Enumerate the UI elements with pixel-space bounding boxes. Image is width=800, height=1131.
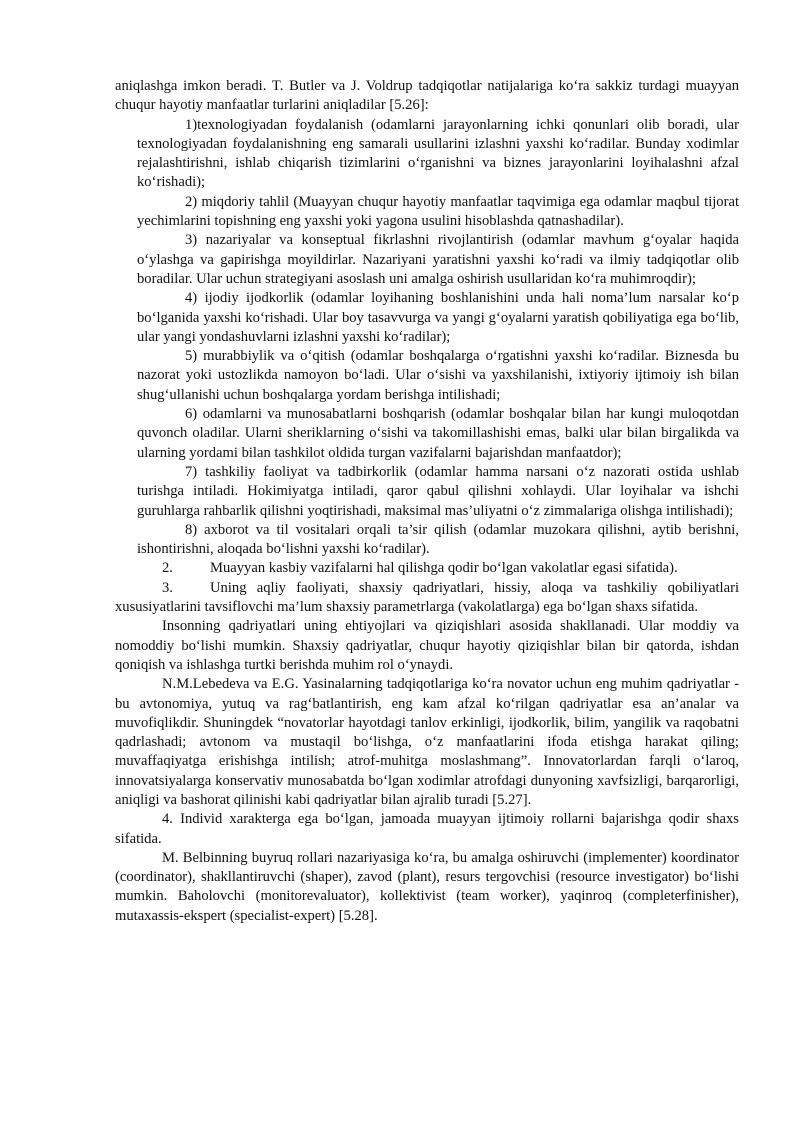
numbered-item-2-text: Muayyan kasbiy vazifalarni hal qilishga qodir bo‘lgan vakolatlar egasi sifatida). <box>210 560 678 577</box>
list-item-1: 1)texnologiyadan foydalanish (odamlarni jarayonlarning ichki qonunlari olib boradi, ular texnologiyadan foydalanishning eng samarali usullarini izlashni yaxshi ko‘radilar. Bunday xodimlar rejalashtirishni, ishlab chiqarish tizimlarini o‘rganishni va biznes jarayonlarini loyihalashni afzal ko‘rishadi); <box>137 116 739 191</box>
belbin-paragraph: M. Belbinning buyruq rollari nazariyasiga ko‘ra, bu amalga oshiruvchi (implementer) koordinator (coordinator), shakllantiruvchi (shaper), zavod (plant), resurs tergovchisi (resource investigator) bo‘lishi mumkin. Baholovchi (monitorevaluator), kollektivist (team worker), yaqinroq (completerfinisher), mutaxassis-ekspert (specialist-expert) [5.28]. <box>115 849 739 924</box>
list-item-7: 7) tashkiliy faoliyat va tadbirkorlik (odamlar hamma narsani o‘z nazorati ostida ushlab turishga intiladi. Hokimiyatga intiladi, qaror qabul qilishni xohlaydi. Ular loyihalar va ishchi guruhlarga rahbarlik qilishni yoqtirishadi, maksimal mas’uliyatni o‘z zimmalariga olishga intilishadi); <box>137 463 739 519</box>
list-item-6: 6) odamlarni va munosabatlarni boshqarish (odamlar boshqalar bilan har kungi muloqotdan quvonch oladilar. Ularni sheriklarning o‘sishi va takomillashishi emas, balki ular bilan birgalikda va ularning yordami bilan tashkilot oldida turgan vazifalarni bajarishdan manfaatdor); <box>137 406 739 461</box>
intro-paragraph: aniqlashga imkon beradi. T. Butler va J. Voldrup tadqiqotlar natijalariga ko‘ra sakkiz turdagi muayyan chuqur hayotiy manfaatlar turlarini aniqladilar [5.26]: <box>115 78 739 114</box>
numbered-item-3-text: Uning aqliy faoliyati, shaxsiy qadriyatlari, hissiy, aloqa va tashkiliy qobiliyatlari xususiyatlarini tavsiflovchi ma’lum shaxsiy parametrlarga (vakolatlarga) ega bo‘lgan shaxs sifatida. <box>115 579 739 616</box>
list-item-5: 5) murabbiylik va o‘qitish (odamlar boshqalarga o‘rgatishni yaxshi ko‘radilar. Biznesda bu nazorat yoki ustozlikda namoyon bo‘ladi. Ular o‘sishi va yaxshilanishi, ixtiyoriy ijtimoiy ish bilan shug‘ullanishi uchun boshqalarga yordam berishga intilishadi; <box>137 348 739 403</box>
numbered-item-2 <box>115 559 739 578</box>
numbered-item-2-number: 2. <box>162 560 173 577</box>
lebedeva-paragraph: N.M.Lebedeva va E.G. Yasinalarning tadqiqotlariga ko‘ra novator uchun eng muhim qadriyatlar - bu avtonomiya, yutuq va rag‘batlantirish, eng kam afzal ko‘rilgan qadriyatlar esa an’analar va muvofiqlikdir. Shuningdek “novatorlar hayotdagi tanlov erkinligi, ijodkorlik, bilim, yangilik va raqobatni qadrlashadi; avtonom va mustaqil bo‘lishga, o‘z manfaatlarini ifoda etishga harakat qiling; muvaffaqiyatga erishishga intilish; atrof-muhitga moslashmang”. Innovatorlardan farqli o‘laroq, innovatsiyalarga konservativ munosabatda bo‘lgan xodimlar atrofdagi dunyoning xavfsizligi, barqarorligi, aniqligi va bashorat qilinishi kabi qadriyatlar bilan ajralib turadi [5.27]. <box>115 676 739 808</box>
list-item-8: 8) axborot va til vositalari orqali ta’sir qilish (odamlar muzokara qilishni, aytib berishni, ishontirishni, aloqada bo‘lishni yaxshi ko‘radilar). <box>137 521 739 558</box>
numbered-item-3 <box>115 579 739 618</box>
list-item-4: 4) ijodiy ijodkorlik (odamlar loyihaning boshlanishini unda hali noma’lum narsalar ko‘p bo‘lganida yaxshi ko‘rishadi. Ular boy tasavvurga va yangi g‘oyalarni yaratish qobiliyatiga ega bo‘lib, ular yangi yondashuvlarni izlashni yaxshi ko‘radilar); <box>137 290 739 345</box>
numbered-item-4: 4. Individ xarakterga ega bo‘lgan, jamoada muayyan ijtimoiy rollarni bajarishga qodir shaxs sifatida. <box>115 811 739 847</box>
document-page <box>115 77 739 926</box>
numbered-item-3-number: 3. <box>162 579 173 596</box>
list-item-2: 2) miqdoriy tahlil (Muayyan chuqur hayotiy manfaatlar taqvimiga ega odamlar maqbul tijorat yechimlarini topishning eng yaxshi yoki yagona usulini hisoblashda qatnashadilar). <box>137 193 739 230</box>
values-paragraph: Insonning qadriyatlari uning ehtiyojlari va qiziqishlari asosida shakllanadi. Ular moddiy va nomoddiy bo‘lishi mumkin. Shaxsiy qadriyatlar, chuqur hayotiy qiziqishlar bilan bir qatorda, ishdan qoniqish va ishlashga turtki berishda muhim rol o‘ynaydi. <box>115 618 739 673</box>
list-item-3: 3) nazariyalar va konseptual fikrlashni rivojlantirish (odamlar mavhum g‘oyalar haqida o‘ylashga va gapirishga moyildirlar. Nazariyani yaratishni yaxshi ko‘radi va ilmiy tadqiqotlar olib boradilar. Ular uchun strategiyani asoslash uni amalga oshirish usullaridan ko‘ra muhimroqdir); <box>137 232 739 287</box>
